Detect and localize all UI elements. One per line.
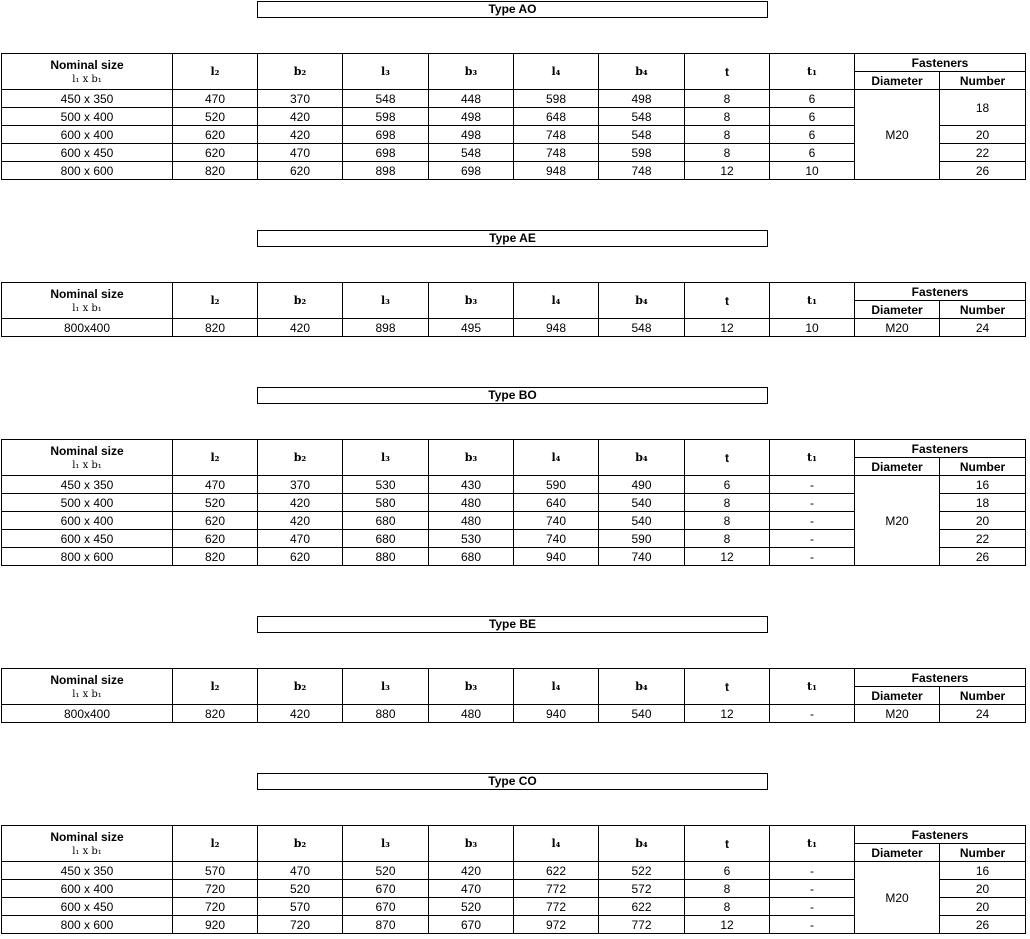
- value-cell: 8: [685, 494, 770, 512]
- value-cell: 8: [685, 126, 770, 144]
- value-cell: 430: [429, 476, 514, 494]
- number-header: Number: [940, 301, 1026, 319]
- value-cell: 598: [343, 108, 429, 126]
- value-cell: 640: [514, 494, 599, 512]
- value-cell: 420: [258, 319, 343, 337]
- value-cell: 680: [343, 512, 429, 530]
- value-cell: 680: [429, 548, 514, 566]
- value-cell: 898: [343, 162, 429, 180]
- value-cell: 8: [685, 898, 770, 916]
- value-cell: 480: [429, 494, 514, 512]
- column-header: l₃: [343, 283, 429, 319]
- value-cell: 972: [514, 916, 599, 934]
- fasteners-header: Fasteners: [855, 283, 1026, 301]
- value-cell: 8: [685, 90, 770, 108]
- value-cell: 470: [258, 530, 343, 548]
- value-cell: -: [770, 494, 855, 512]
- value-cell: 480: [429, 512, 514, 530]
- number-cell: 18: [940, 90, 1026, 126]
- nominal-size-symbols: l₁ x b₁: [72, 302, 102, 314]
- value-cell: 480: [429, 705, 514, 723]
- fasteners-header: Fasteners: [855, 669, 1026, 687]
- column-header: l₂: [173, 826, 258, 862]
- column-header: b₃: [429, 669, 514, 705]
- value-cell: -: [770, 548, 855, 566]
- value-cell: 470: [173, 476, 258, 494]
- nominal-size-symbols: l₁ x b₁: [72, 845, 102, 857]
- value-cell: 590: [514, 476, 599, 494]
- value-cell: 590: [599, 530, 685, 548]
- value-cell: 470: [173, 90, 258, 108]
- column-header: t₁: [770, 826, 855, 862]
- value-cell: 8: [685, 530, 770, 548]
- nominal-size-header: [2, 826, 173, 862]
- value-cell: 772: [599, 916, 685, 934]
- type-ae-title: Type AE: [257, 230, 768, 247]
- value-cell: 620: [173, 512, 258, 530]
- value-cell: 6: [770, 144, 855, 162]
- value-cell: 940: [514, 705, 599, 723]
- value-cell: 948: [514, 319, 599, 337]
- type-be-section: [0, 616, 1030, 726]
- nominal-size-header: [2, 54, 173, 90]
- value-cell: 820: [173, 162, 258, 180]
- number-cell: 26: [940, 548, 1026, 566]
- value-cell: 820: [173, 548, 258, 566]
- value-cell: 520: [173, 494, 258, 512]
- column-header: b₄: [599, 826, 685, 862]
- diameter-cell: M20: [855, 705, 940, 723]
- value-cell: -: [770, 512, 855, 530]
- value-cell: 820: [173, 319, 258, 337]
- nominal-size-cell: 500 x 400: [2, 108, 173, 126]
- diameter-header: Diameter: [855, 72, 940, 90]
- value-cell: 698: [429, 162, 514, 180]
- value-cell: 570: [258, 898, 343, 916]
- value-cell: 6: [685, 862, 770, 880]
- number-cell: 26: [940, 162, 1026, 180]
- value-cell: 12: [685, 705, 770, 723]
- column-header: b₂: [258, 669, 343, 705]
- number-cell: 20: [940, 126, 1026, 144]
- type-co-table: [1, 825, 1026, 934]
- nominal-size-cell: 450 x 350: [2, 476, 173, 494]
- column-header: t: [685, 669, 770, 705]
- value-cell: 772: [514, 898, 599, 916]
- nominal-size-cell: 800x400: [2, 705, 173, 723]
- type-be-table: [1, 668, 1026, 723]
- value-cell: 12: [685, 162, 770, 180]
- value-cell: 748: [514, 126, 599, 144]
- value-cell: -: [770, 916, 855, 934]
- value-cell: 648: [514, 108, 599, 126]
- number-cell: 24: [940, 705, 1026, 723]
- value-cell: 620: [258, 548, 343, 566]
- value-cell: 8: [685, 144, 770, 162]
- column-header: b₂: [258, 54, 343, 90]
- number-cell: 24: [940, 319, 1026, 337]
- value-cell: 470: [258, 862, 343, 880]
- value-cell: 12: [685, 548, 770, 566]
- number-cell: 22: [940, 530, 1026, 548]
- column-header: l₃: [343, 826, 429, 862]
- value-cell: 620: [173, 144, 258, 162]
- value-cell: 548: [599, 108, 685, 126]
- diameter-header: Diameter: [855, 844, 940, 862]
- value-cell: 8: [685, 880, 770, 898]
- value-cell: 580: [343, 494, 429, 512]
- column-header: b₂: [258, 283, 343, 319]
- number-header: Number: [940, 844, 1026, 862]
- value-cell: 10: [770, 162, 855, 180]
- value-cell: 940: [514, 548, 599, 566]
- number-cell: 20: [940, 880, 1026, 898]
- column-header: b₃: [429, 54, 514, 90]
- nominal-size-header: [2, 283, 173, 319]
- value-cell: 520: [429, 898, 514, 916]
- value-cell: 470: [429, 880, 514, 898]
- value-cell: 540: [599, 494, 685, 512]
- value-cell: 570: [173, 862, 258, 880]
- column-header: l₄: [514, 669, 599, 705]
- column-header: l₂: [173, 54, 258, 90]
- value-cell: 530: [343, 476, 429, 494]
- value-cell: 10: [770, 319, 855, 337]
- value-cell: 880: [343, 705, 429, 723]
- nominal-size-cell: 800 x 600: [2, 162, 173, 180]
- column-header: b₄: [599, 283, 685, 319]
- diameter-header: Diameter: [855, 458, 940, 476]
- diameter-cell: M20: [855, 476, 940, 566]
- number-cell: 20: [940, 512, 1026, 530]
- nominal-size-cell: 450 x 350: [2, 90, 173, 108]
- value-cell: 6: [770, 108, 855, 126]
- value-cell: 12: [685, 319, 770, 337]
- column-header: l₄: [514, 440, 599, 476]
- value-cell: 420: [258, 126, 343, 144]
- type-bo-table: [1, 439, 1026, 566]
- value-cell: 520: [258, 880, 343, 898]
- nominal-size-cell: 800 x 600: [2, 548, 173, 566]
- value-cell: 620: [258, 162, 343, 180]
- column-header: l₃: [343, 54, 429, 90]
- value-cell: 470: [258, 144, 343, 162]
- value-cell: 720: [173, 880, 258, 898]
- number-cell: 16: [940, 476, 1026, 494]
- header-row: [2, 283, 1026, 301]
- column-header: b₃: [429, 440, 514, 476]
- value-cell: -: [770, 880, 855, 898]
- column-header: t: [685, 283, 770, 319]
- number-header: Number: [940, 72, 1026, 90]
- column-header: l₄: [514, 283, 599, 319]
- nominal-size-label: Nominal size: [50, 57, 124, 72]
- value-cell: 420: [258, 512, 343, 530]
- column-header: b₃: [429, 283, 514, 319]
- value-cell: 490: [599, 476, 685, 494]
- value-cell: 522: [599, 862, 685, 880]
- table-row: [2, 862, 1026, 880]
- value-cell: 720: [258, 916, 343, 934]
- column-header: b₂: [258, 440, 343, 476]
- value-cell: 740: [599, 548, 685, 566]
- value-cell: 420: [429, 862, 514, 880]
- fasteners-header: Fasteners: [855, 826, 1026, 844]
- value-cell: 598: [514, 90, 599, 108]
- value-cell: -: [770, 530, 855, 548]
- column-header: l₂: [173, 440, 258, 476]
- column-header: l₃: [343, 669, 429, 705]
- nominal-size-cell: 600 x 400: [2, 126, 173, 144]
- value-cell: 670: [343, 898, 429, 916]
- table-row: [2, 476, 1026, 494]
- diameter-cell: M20: [855, 862, 940, 934]
- diameter-header: Diameter: [855, 687, 940, 705]
- table-row: [2, 319, 1026, 337]
- number-cell: 26: [940, 916, 1026, 934]
- column-header: t₁: [770, 283, 855, 319]
- value-cell: -: [770, 476, 855, 494]
- column-header: l₂: [173, 283, 258, 319]
- value-cell: 620: [173, 530, 258, 548]
- column-header: t: [685, 826, 770, 862]
- value-cell: 870: [343, 916, 429, 934]
- nominal-size-label: Nominal size: [50, 286, 124, 301]
- fasteners-header: Fasteners: [855, 440, 1026, 458]
- value-cell: 8: [685, 108, 770, 126]
- header-row: [2, 54, 1026, 72]
- value-cell: 772: [514, 880, 599, 898]
- column-header: l₂: [173, 669, 258, 705]
- value-cell: -: [770, 705, 855, 723]
- nominal-size-cell: 600 x 450: [2, 530, 173, 548]
- value-cell: 920: [173, 916, 258, 934]
- column-header: l₄: [514, 54, 599, 90]
- value-cell: 572: [599, 880, 685, 898]
- value-cell: 420: [258, 494, 343, 512]
- nominal-size-header: [2, 440, 173, 476]
- number-cell: 20: [940, 898, 1026, 916]
- value-cell: 680: [343, 530, 429, 548]
- value-cell: 670: [429, 916, 514, 934]
- value-cell: -: [770, 862, 855, 880]
- diameter-cell: M20: [855, 90, 940, 180]
- nominal-size-label: Nominal size: [50, 672, 124, 687]
- value-cell: 548: [429, 144, 514, 162]
- value-cell: 598: [599, 144, 685, 162]
- number-cell: 22: [940, 144, 1026, 162]
- nominal-size-cell: 500 x 400: [2, 494, 173, 512]
- nominal-size-cell: 800x400: [2, 319, 173, 337]
- type-ao-section: [0, 1, 1030, 183]
- value-cell: 740: [514, 512, 599, 530]
- value-cell: 420: [258, 108, 343, 126]
- nominal-size-symbols: l₁ x b₁: [72, 459, 102, 471]
- value-cell: 548: [599, 319, 685, 337]
- value-cell: 698: [343, 126, 429, 144]
- nominal-size-cell: 600 x 400: [2, 880, 173, 898]
- type-bo-title: Type BO: [257, 387, 768, 404]
- value-cell: 520: [173, 108, 258, 126]
- nominal-size-cell: 800 x 600: [2, 916, 173, 934]
- value-cell: 6: [685, 476, 770, 494]
- number-header: Number: [940, 687, 1026, 705]
- table-row: [2, 90, 1026, 108]
- column-header: l₄: [514, 826, 599, 862]
- type-ae-table: [1, 282, 1026, 337]
- value-cell: 6: [770, 90, 855, 108]
- value-cell: 620: [173, 126, 258, 144]
- type-co-section: [0, 773, 1030, 937]
- nominal-size-cell: 450 x 350: [2, 862, 173, 880]
- nominal-size-header: [2, 669, 173, 705]
- value-cell: 498: [429, 108, 514, 126]
- header-row: [2, 826, 1026, 844]
- column-header: t: [685, 54, 770, 90]
- value-cell: 540: [599, 705, 685, 723]
- nominal-size-label: Nominal size: [50, 829, 124, 844]
- value-cell: 880: [343, 548, 429, 566]
- column-header: t₁: [770, 440, 855, 476]
- header-row: [2, 440, 1026, 458]
- header-row: [2, 669, 1026, 687]
- value-cell: 498: [429, 126, 514, 144]
- value-cell: 370: [258, 90, 343, 108]
- value-cell: -: [770, 898, 855, 916]
- value-cell: 548: [599, 126, 685, 144]
- value-cell: 720: [173, 898, 258, 916]
- value-cell: 622: [599, 898, 685, 916]
- column-header: b₃: [429, 826, 514, 862]
- nominal-size-symbols: l₁ x b₁: [72, 688, 102, 700]
- number-header: Number: [940, 458, 1026, 476]
- type-ao-table: [1, 53, 1026, 180]
- value-cell: 498: [599, 90, 685, 108]
- column-header: t₁: [770, 54, 855, 90]
- value-cell: 898: [343, 319, 429, 337]
- nominal-size-cell: 600 x 400: [2, 512, 173, 530]
- value-cell: 820: [173, 705, 258, 723]
- value-cell: 740: [514, 530, 599, 548]
- type-bo-section: [0, 387, 1030, 569]
- value-cell: 520: [343, 862, 429, 880]
- value-cell: 540: [599, 512, 685, 530]
- value-cell: 12: [685, 916, 770, 934]
- value-cell: 370: [258, 476, 343, 494]
- nominal-size-cell: 600 x 450: [2, 898, 173, 916]
- value-cell: 420: [258, 705, 343, 723]
- number-cell: 18: [940, 494, 1026, 512]
- value-cell: 670: [343, 880, 429, 898]
- value-cell: 548: [343, 90, 429, 108]
- column-header: b₄: [599, 669, 685, 705]
- value-cell: 495: [429, 319, 514, 337]
- column-header: b₄: [599, 54, 685, 90]
- column-header: b₄: [599, 440, 685, 476]
- value-cell: 748: [599, 162, 685, 180]
- value-cell: 448: [429, 90, 514, 108]
- type-ao-title: Type AO: [257, 1, 768, 18]
- column-header: t₁: [770, 669, 855, 705]
- nominal-size-symbols: l₁ x b₁: [72, 73, 102, 85]
- nominal-size-label: Nominal size: [50, 443, 124, 458]
- table-row: [2, 705, 1026, 723]
- value-cell: 530: [429, 530, 514, 548]
- fasteners-header: Fasteners: [855, 54, 1026, 72]
- diameter-header: Diameter: [855, 301, 940, 319]
- column-header: b₂: [258, 826, 343, 862]
- column-header: t: [685, 440, 770, 476]
- type-ae-section: [0, 230, 1030, 340]
- value-cell: 8: [685, 512, 770, 530]
- type-co-title: Type CO: [257, 773, 768, 790]
- value-cell: 698: [343, 144, 429, 162]
- value-cell: 622: [514, 862, 599, 880]
- nominal-size-cell: 600 x 450: [2, 144, 173, 162]
- diameter-cell: M20: [855, 319, 940, 337]
- value-cell: 748: [514, 144, 599, 162]
- value-cell: 6: [770, 126, 855, 144]
- number-cell: 16: [940, 862, 1026, 880]
- type-be-title: Type BE: [257, 616, 768, 633]
- value-cell: 948: [514, 162, 599, 180]
- column-header: l₃: [343, 440, 429, 476]
